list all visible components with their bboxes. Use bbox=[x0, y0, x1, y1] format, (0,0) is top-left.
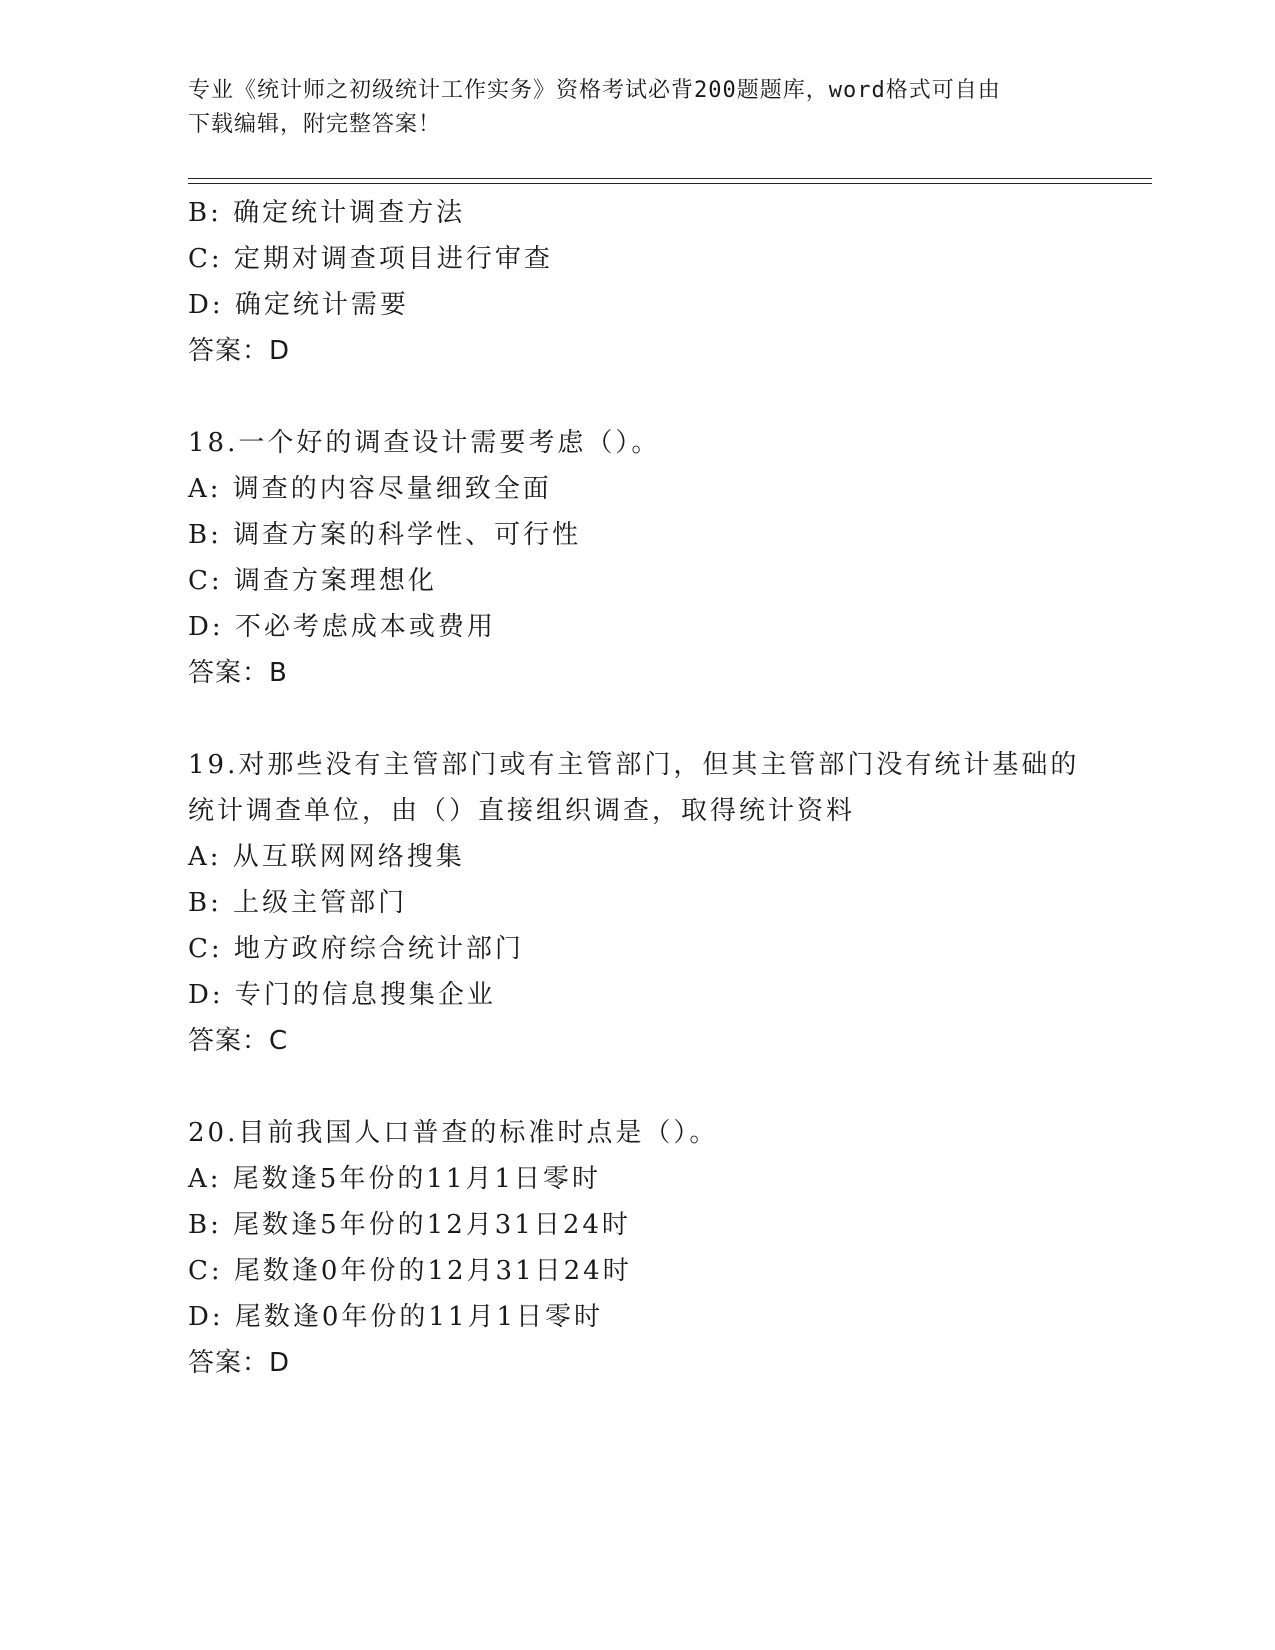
question-list bbox=[188, 190, 1088, 1386]
answer: 答案：D bbox=[188, 1348, 291, 1378]
option-b: B: 尾数逢5年份的12月31日24时 bbox=[188, 1210, 631, 1240]
answer: 答案：C bbox=[188, 1026, 289, 1056]
header-line-2: 下载编辑，附完整答案！ bbox=[188, 112, 442, 137]
question-text: 18.一个好的调查设计需要考虑（）。 bbox=[188, 428, 661, 458]
option-d: D: 专门的信息搜集企业 bbox=[188, 980, 496, 1010]
option-b: B: 上级主管部门 bbox=[188, 888, 408, 918]
option-c: C: 地方政府综合统计部门 bbox=[188, 934, 524, 964]
option-b: B: 调查方案的科学性、可行性 bbox=[188, 520, 582, 550]
option-c: C: 尾数逢0年份的12月31日24时 bbox=[188, 1256, 632, 1286]
header-divider bbox=[188, 178, 1152, 184]
answer: 答案：D bbox=[188, 336, 291, 366]
option-a: A: 调查的内容尽量细致全面 bbox=[188, 474, 552, 504]
option-b: B: 确定统计调查方法 bbox=[188, 198, 466, 228]
answer: 答案：B bbox=[188, 658, 288, 688]
question-text-line-1: 19.对那些没有主管部门或有主管部门，但其主管部门没有统计基础的 bbox=[188, 750, 1080, 780]
option-d: D: 不必考虑成本或费用 bbox=[188, 612, 496, 642]
option-d: D: 确定统计需要 bbox=[188, 290, 409, 320]
option-a: A: 尾数逢5年份的11月1日零时 bbox=[188, 1164, 601, 1194]
option-c: C: 调查方案理想化 bbox=[188, 566, 437, 596]
option-d: D: 尾数逢0年份的11月1日零时 bbox=[188, 1302, 604, 1332]
question-18 bbox=[188, 420, 1088, 696]
question-19 bbox=[188, 742, 1088, 1064]
question-20 bbox=[188, 1110, 1088, 1386]
option-a: A: 从互联网网络搜集 bbox=[188, 842, 465, 872]
option-c: C: 定期对调查项目进行审查 bbox=[188, 244, 553, 274]
question-text-line-2: 统计调查单位，由（）直接组织调查，取得统计资料 bbox=[188, 796, 856, 826]
document-header bbox=[188, 74, 1088, 142]
question-17-tail bbox=[188, 190, 1088, 374]
question-text: 20.目前我国人口普查的标准时点是（）。 bbox=[188, 1118, 719, 1148]
header-line-1: 专业《统计师之初级统计工作实务》资格考试必背200题题库，word格式可自由 bbox=[188, 78, 1001, 103]
